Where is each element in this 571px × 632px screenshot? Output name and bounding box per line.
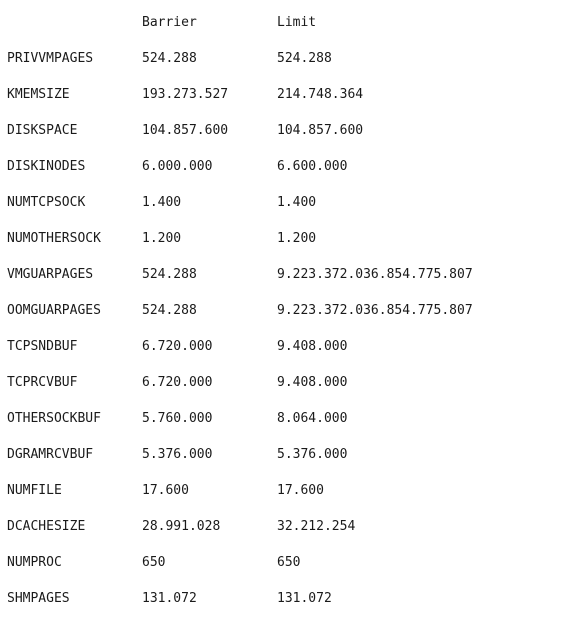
table-row — [0, 553, 571, 573]
resource-name: PRIVVMPAGES — [7, 51, 94, 66]
limit-value: 9.408.000 — [277, 375, 348, 390]
resource-name: OTHERSOCKBUF — [7, 411, 101, 426]
limit-value: 5.376.000 — [277, 447, 348, 462]
barrier-value: 17.600 — [142, 483, 189, 498]
limit-value: 131.072 — [277, 591, 332, 606]
resource-name: VMGUARPAGES — [7, 267, 94, 282]
resource-name: OOMGUARPAGES — [7, 303, 101, 318]
table-row — [0, 265, 571, 285]
resource-name: TCPSNDBUF — [7, 339, 78, 354]
table-row — [0, 589, 571, 609]
limit-value: 214.748.364 — [277, 87, 364, 102]
resource-name: NUMFILE — [7, 483, 62, 498]
resource-name: NUMTCPSOCK — [7, 195, 86, 210]
limit-value: 32.212.254 — [277, 519, 356, 534]
table-row — [0, 445, 571, 465]
barrier-value: 104.857.600 — [142, 123, 229, 138]
barrier-value: 524.288 — [142, 303, 197, 318]
barrier-value: 131.072 — [142, 591, 197, 606]
resource-name: NUMOTHERSOCK — [7, 231, 101, 246]
resource-name: DCACHESIZE — [7, 519, 86, 534]
barrier-value: 6.000.000 — [142, 159, 213, 174]
limit-value: 1.400 — [277, 195, 317, 210]
barrier-value: 6.720.000 — [142, 375, 213, 390]
barrier-value: 6.720.000 — [142, 339, 213, 354]
barrier-value: 650 — [142, 555, 166, 570]
table-row — [0, 85, 571, 105]
limit-value: 8.064.000 — [277, 411, 348, 426]
resource-name: DISKINODES — [7, 159, 86, 174]
header-barrier: Barrier — [142, 15, 197, 30]
header-limit: Limit — [277, 15, 317, 30]
barrier-value: 524.288 — [142, 267, 197, 282]
limit-value: 9.223.372.036.854.775.807 — [277, 267, 473, 282]
resource-name: TCPRCVBUF — [7, 375, 78, 390]
barrier-value: 5.760.000 — [142, 411, 213, 426]
barrier-value: 28.991.028 — [142, 519, 221, 534]
header-row — [0, 13, 571, 33]
table-row — [0, 481, 571, 501]
table-row — [0, 121, 571, 141]
limit-value: 6.600.000 — [277, 159, 348, 174]
table-row — [0, 301, 571, 321]
table-row — [0, 337, 571, 357]
table-row — [0, 193, 571, 213]
barrier-value: 1.200 — [142, 231, 182, 246]
barrier-value: 1.400 — [142, 195, 182, 210]
limit-value: 17.600 — [277, 483, 324, 498]
table-row — [0, 409, 571, 429]
table-row — [0, 517, 571, 537]
resource-name: DGRAMRCVBUF — [7, 447, 94, 462]
table-row — [0, 373, 571, 393]
limit-value: 1.200 — [277, 231, 317, 246]
barrier-value: 5.376.000 — [142, 447, 213, 462]
barrier-value: 193.273.527 — [142, 87, 229, 102]
resource-name: SHMPAGES — [7, 591, 70, 606]
limit-value: 9.223.372.036.854.775.807 — [277, 303, 473, 318]
limit-value: 9.408.000 — [277, 339, 348, 354]
resource-name: DISKSPACE — [7, 123, 78, 138]
table-row — [0, 157, 571, 177]
limit-value: 650 — [277, 555, 301, 570]
resource-name: NUMPROC — [7, 555, 62, 570]
table-row — [0, 49, 571, 69]
limit-value: 524.288 — [277, 51, 332, 66]
resource-name: KMEMSIZE — [7, 87, 70, 102]
table-row — [0, 229, 571, 249]
limit-value: 104.857.600 — [277, 123, 364, 138]
barrier-value: 524.288 — [142, 51, 197, 66]
